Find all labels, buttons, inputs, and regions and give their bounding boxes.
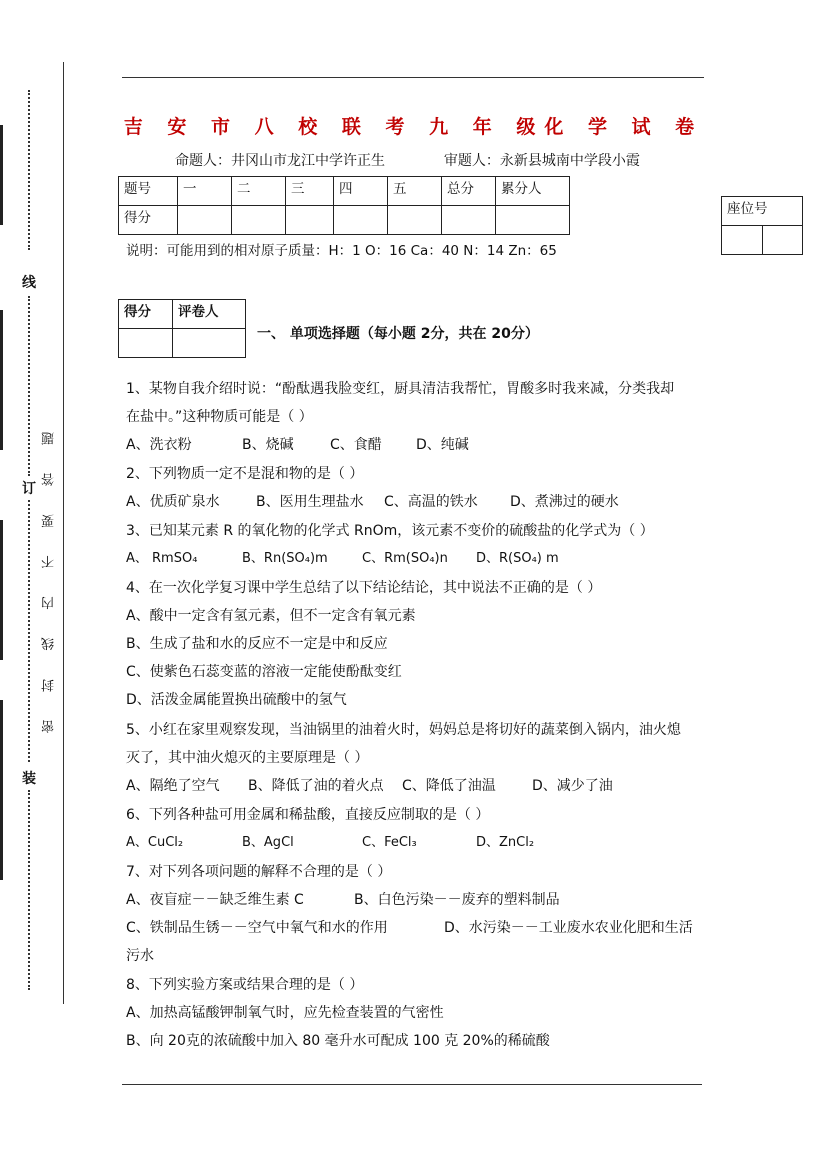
score-input-cell[interactable] xyxy=(334,206,388,235)
score-row-label: 得分 xyxy=(119,206,178,235)
grader-reviewer-cell[interactable] xyxy=(173,329,246,358)
option-d-continuation: 污水 xyxy=(126,948,154,964)
setter: 命题人：井冈山市龙江中学许正生 xyxy=(175,153,385,169)
option-b[interactable]: B、AgCl xyxy=(242,835,294,850)
score-header-cell: 五 xyxy=(388,177,442,206)
score-header-cell: 总分 xyxy=(442,177,496,206)
option-a[interactable]: A、CuCl₂ xyxy=(126,835,184,850)
option-b[interactable]: B、Rn(SO₄)m xyxy=(242,551,328,566)
score-input-cell[interactable] xyxy=(232,206,286,235)
question-text: 1、某物自我介绍时说：“酚酞遇我脸变红，厨具清洁我帮忙，胃酸多时我来减，分类我却 xyxy=(126,381,675,397)
option-c[interactable]: C、铁制品生锈－－空气中氧气和水的作用 xyxy=(126,920,388,936)
option-c[interactable]: C、Rm(SO₄)n xyxy=(362,551,448,566)
section-title: 一、 单项选择题（每小题 2分，共在 20分） xyxy=(257,326,539,342)
score-header-cell: 累分人 xyxy=(496,177,570,206)
left-bar-2 xyxy=(0,310,3,450)
grader-table xyxy=(118,299,246,358)
top-rule xyxy=(122,77,704,78)
option-a[interactable]: A、加热高锰酸钾制氧气时，应先检查装置的气密性 xyxy=(126,1005,444,1021)
question-text: 2、下列物质一定不是混和物的是（ ） xyxy=(126,466,364,482)
binding-dotted-line-mid xyxy=(28,296,30,476)
left-bar-1 xyxy=(0,125,3,225)
question-text: 在盐中。”这种物质可能是（ ） xyxy=(126,409,313,425)
question-2 xyxy=(126,460,706,516)
reviewer: 审题人：永新县城南中学段小霞 xyxy=(443,153,640,169)
grader-score-label: 得分 xyxy=(119,300,173,329)
score-table-header-row xyxy=(119,177,570,206)
option-d[interactable]: D、ZnCl₂ xyxy=(476,835,535,850)
question-text: 7、对下列各项问题的解释不合理的是（ ） xyxy=(126,864,392,880)
question-5 xyxy=(126,716,706,800)
question-text: 3、已知某元素 R 的氧化物的化学式 RnOm，该元素不变价的硫酸盐的化学式为（ ） xyxy=(126,523,654,539)
option-a[interactable]: A、优质矿泉水 xyxy=(126,494,220,510)
question-text: 4、在一次化学复习课中学生总结了以下结论结论，其中说法不正确的是（ ） xyxy=(126,580,602,596)
margin-line xyxy=(63,62,64,1004)
seat-number-box xyxy=(721,196,803,255)
option-c[interactable]: C、使紫色石蕊变蓝的溶液一定能使酚酞变红 xyxy=(126,664,402,680)
score-input-cell[interactable] xyxy=(442,206,496,235)
option-b[interactable]: B、医用生理盐水 xyxy=(256,494,364,510)
bottom-rule xyxy=(122,1084,702,1085)
seat-input-cell[interactable] xyxy=(722,226,763,255)
option-b[interactable]: B、向 20克的浓硫酸中加入 80 毫升水可配成 100 克 20%的稀硫酸 xyxy=(126,1033,550,1049)
question-3 xyxy=(126,517,706,573)
option-d[interactable]: D、煮沸过的硬水 xyxy=(510,494,619,510)
binding-dotted-line-bottom xyxy=(28,790,30,990)
score-header-cell: 三 xyxy=(286,177,334,206)
question-4 xyxy=(126,574,706,714)
option-c[interactable]: C、高温的铁水 xyxy=(384,494,478,510)
question-text: 8、下列实验方案或结果合理的是（ ） xyxy=(126,977,364,993)
binding-mark-zhuang: 装 xyxy=(22,771,36,787)
score-input-cell[interactable] xyxy=(286,206,334,235)
sealed-line-notice: 密 封 线 内 不 要 答 题 xyxy=(42,420,57,733)
option-b[interactable]: B、白色污染－－废弃的塑料制品 xyxy=(354,892,560,908)
binding-mark-ding: 订 xyxy=(22,481,36,497)
option-b[interactable]: B、烧碱 xyxy=(242,437,294,453)
option-d[interactable]: D、水污染－－工业废水农业化肥和生活 xyxy=(444,920,693,936)
score-input-cell[interactable] xyxy=(388,206,442,235)
seat-label: 座位号 xyxy=(722,197,803,226)
authors-line xyxy=(175,150,640,170)
score-table-score-row xyxy=(119,206,570,235)
grader-score-cell[interactable] xyxy=(119,329,173,358)
question-1 xyxy=(126,375,706,459)
seat-input-cell[interactable] xyxy=(763,226,803,255)
exam-title: 吉 安 市 八 校 联 考 九 年 级化 学 试 卷 xyxy=(123,116,704,138)
option-d[interactable]: D、纯碱 xyxy=(416,437,469,453)
option-c[interactable]: C、降低了油温 xyxy=(402,778,496,794)
binding-dotted-line-low xyxy=(28,500,30,762)
score-input-cell[interactable] xyxy=(178,206,232,235)
option-d[interactable]: D、活泼金属能置换出硫酸中的氢气 xyxy=(126,692,347,708)
score-header-cell: 一 xyxy=(178,177,232,206)
option-a[interactable]: A、 RmSO₄ xyxy=(126,551,198,566)
question-6 xyxy=(126,801,706,857)
question-text: 灭了，其中油火熄灭的主要原理是（ ） xyxy=(126,750,369,766)
score-header-cell: 题号 xyxy=(119,177,178,206)
option-a[interactable]: A、夜盲症－－缺乏维生素 C xyxy=(126,892,304,908)
question-7 xyxy=(126,858,706,970)
option-c[interactable]: C、食醋 xyxy=(330,437,382,453)
question-text: 5、小红在家里观察发现，当油锅里的油着火时，妈妈总是将切好的蔬菜倒入锅内，油火熄 xyxy=(126,722,681,738)
left-bar-3 xyxy=(0,520,3,660)
atomic-mass-note: 说明：可能用到的相对原子质量：H：1 O：16 Ca：40 N：14 Zn：65 xyxy=(126,243,557,259)
binding-mark-line: 线 xyxy=(22,275,36,291)
question-text: 6、下列各种盐可用金属和稀盐酸，直接反应制取的是（ ） xyxy=(126,807,490,823)
option-d[interactable]: D、R(SO₄) m xyxy=(476,551,559,566)
option-d[interactable]: D、减少了油 xyxy=(532,778,613,794)
option-a[interactable]: A、洗衣粉 xyxy=(126,437,192,453)
grader-reviewer-label: 评卷人 xyxy=(173,300,246,329)
score-header-cell: 二 xyxy=(232,177,286,206)
option-c[interactable]: C、FeCl₃ xyxy=(362,835,417,850)
option-a[interactable]: A、隔绝了空气 xyxy=(126,778,220,794)
option-b[interactable]: B、生成了盐和水的反应不一定是中和反应 xyxy=(126,636,388,652)
option-b[interactable]: B、降低了油的着火点 xyxy=(248,778,384,794)
left-bar-4 xyxy=(0,700,3,880)
question-8 xyxy=(126,971,706,1055)
option-a[interactable]: A、酸中一定含有氢元素，但不一定含有氧元素 xyxy=(126,608,416,624)
score-input-cell[interactable] xyxy=(496,206,570,235)
score-header-cell: 四 xyxy=(334,177,388,206)
score-table xyxy=(118,176,570,235)
